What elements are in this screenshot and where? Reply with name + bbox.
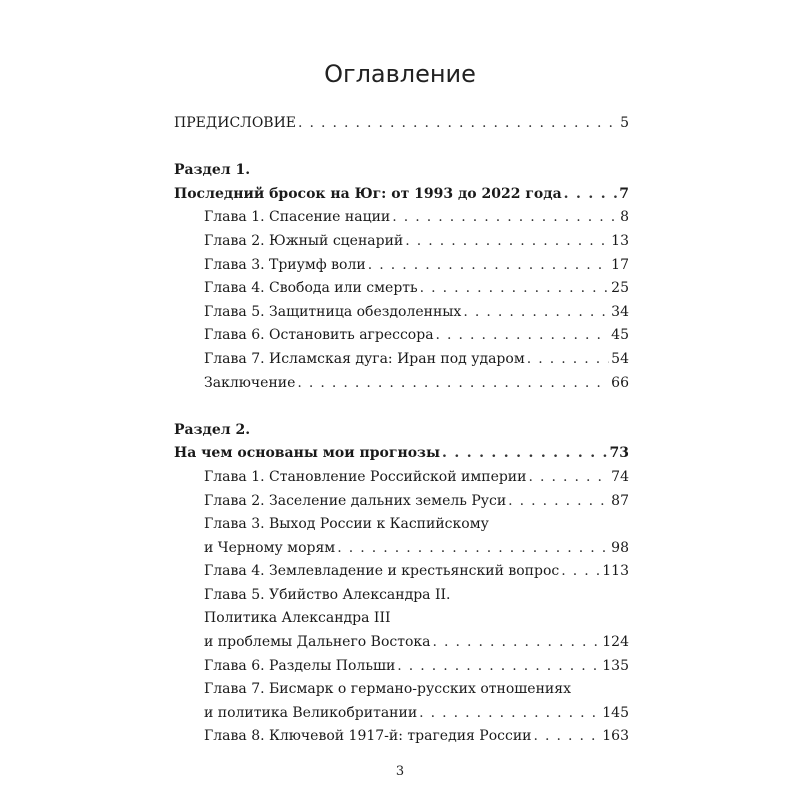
- toc-entry-label: Заключение: [204, 374, 296, 391]
- toc-entry: [174, 301, 629, 325]
- dot-leader: [297, 372, 609, 396]
- toc-entry-label: Глава 2. Южный сценарий: [204, 232, 404, 249]
- toc-entry: [174, 490, 629, 514]
- toc-entry-label: и Черному морям: [204, 539, 336, 556]
- toc-section-title: [174, 183, 629, 207]
- dot-leader: [419, 702, 600, 726]
- toc-entry-preface: [174, 112, 629, 136]
- dot-leader: [298, 112, 618, 136]
- dot-leader: [463, 301, 609, 325]
- toc-entry: [174, 230, 629, 254]
- toc-entry-label: Глава 6. Остановить агрессора: [204, 327, 434, 344]
- toc-entry: [174, 560, 629, 584]
- toc-entry-label: Глава 2. Заселение дальних земель Руси: [204, 492, 507, 509]
- toc-entry: [174, 277, 629, 301]
- dot-leader: [433, 631, 601, 655]
- toc-entry: [174, 254, 629, 278]
- toc-section-title: [174, 442, 629, 466]
- dot-leader: [508, 490, 609, 514]
- toc-entry-line: Глава 7. Бисмарк о германо-русских отношениях: [204, 681, 571, 698]
- toc-entry-label: Глава 1. Спасение нации: [204, 209, 391, 226]
- dot-leader: [337, 537, 609, 561]
- spacer: [174, 395, 629, 419]
- toc-entry-label: Глава 5. Защитница обездоленных: [204, 303, 462, 320]
- dot-leader: [561, 560, 600, 584]
- toc-entry-page: 34: [611, 303, 629, 320]
- toc-entry-label: ПРЕДИСЛОВИЕ: [174, 115, 297, 131]
- section-heading: Раздел 1.: [174, 162, 251, 179]
- toc-entry-page: 7: [619, 185, 629, 202]
- toc-entry-label: и проблемы Дальнего Востока: [204, 634, 431, 651]
- section-heading: Раздел 2.: [174, 421, 251, 438]
- dot-leader: [442, 442, 607, 466]
- toc-entry-page: 145: [602, 704, 629, 721]
- dot-leader: [392, 206, 618, 230]
- toc-entry-line: Глава 3. Выход России к Каспийскому: [204, 516, 489, 533]
- spacer: [174, 136, 629, 160]
- toc-entry-page: 98: [611, 539, 629, 556]
- toc-entry: [174, 655, 629, 679]
- toc-entry: [174, 537, 629, 561]
- toc-entry: [174, 725, 629, 749]
- toc-entry: [174, 348, 629, 372]
- dot-leader: [436, 324, 610, 348]
- page-number: 3: [395, 764, 405, 779]
- toc-entry-label: Последний бросок на Юг: от 1993 до 2022 года: [174, 185, 562, 202]
- dot-leader: [564, 183, 618, 207]
- toc-entry-page: 113: [602, 563, 629, 580]
- toc-entry-page: 5: [620, 115, 629, 131]
- dot-leader: [405, 230, 609, 254]
- toc-entry-label: Глава 3. Триумф воли: [204, 256, 366, 273]
- toc-entry-page: 13: [611, 232, 629, 249]
- toc-entry-label: и политика Великобритании: [204, 704, 418, 721]
- toc-entry: [174, 206, 629, 230]
- toc-entry-page: 45: [611, 327, 629, 344]
- toc-entry-label: Глава 8. Ключевой 1917-й: трагедия России: [204, 728, 532, 745]
- toc-entry-label: На чем основаны мои прогнозы: [174, 445, 441, 462]
- toc-entry-label: Глава 6. Разделы Польши: [204, 657, 396, 674]
- toc-entry-line: Глава 5. Убийство Александра II.: [204, 586, 451, 603]
- toc-entry-page: 74: [611, 468, 629, 485]
- toc-entry-label: Глава 4. Землевладение и крестьянский вопрос: [204, 563, 560, 580]
- toc-entry-page: 135: [602, 657, 629, 674]
- toc-entry: [174, 466, 629, 490]
- toc-entry-page: 17: [611, 256, 629, 273]
- toc-entry-page: 73: [609, 445, 629, 462]
- toc-entry: [174, 631, 629, 655]
- dot-leader: [368, 254, 609, 278]
- toc-entry-page: 25: [611, 280, 629, 297]
- toc-entry-label: Глава 4. Свобода или смерть: [204, 280, 418, 297]
- toc-entry-page: 124: [602, 634, 629, 651]
- toc-entry-page: 54: [611, 350, 629, 367]
- table-of-contents: [174, 112, 629, 749]
- toc-entry-label: Глава 7. Исламская дуга: Иран под ударом: [204, 350, 525, 367]
- toc-entry-page: 66: [611, 374, 629, 391]
- toc-entry: [174, 324, 629, 348]
- dot-leader: [528, 466, 609, 490]
- dot-leader: [534, 725, 601, 749]
- dot-leader: [420, 277, 610, 301]
- toc-entry-page: 8: [620, 209, 629, 226]
- toc-entry-page: 163: [602, 728, 629, 745]
- dot-leader: [527, 348, 609, 372]
- toc-entry-page: 87: [611, 492, 629, 509]
- toc-entry-label: Глава 1. Становление Российской империи: [204, 468, 527, 485]
- toc-entry: [174, 372, 629, 396]
- toc-entry: [174, 702, 629, 726]
- toc-entry-line: Политика Александра III: [204, 610, 391, 627]
- dot-leader: [397, 655, 600, 679]
- page-title: Оглавление: [324, 60, 476, 88]
